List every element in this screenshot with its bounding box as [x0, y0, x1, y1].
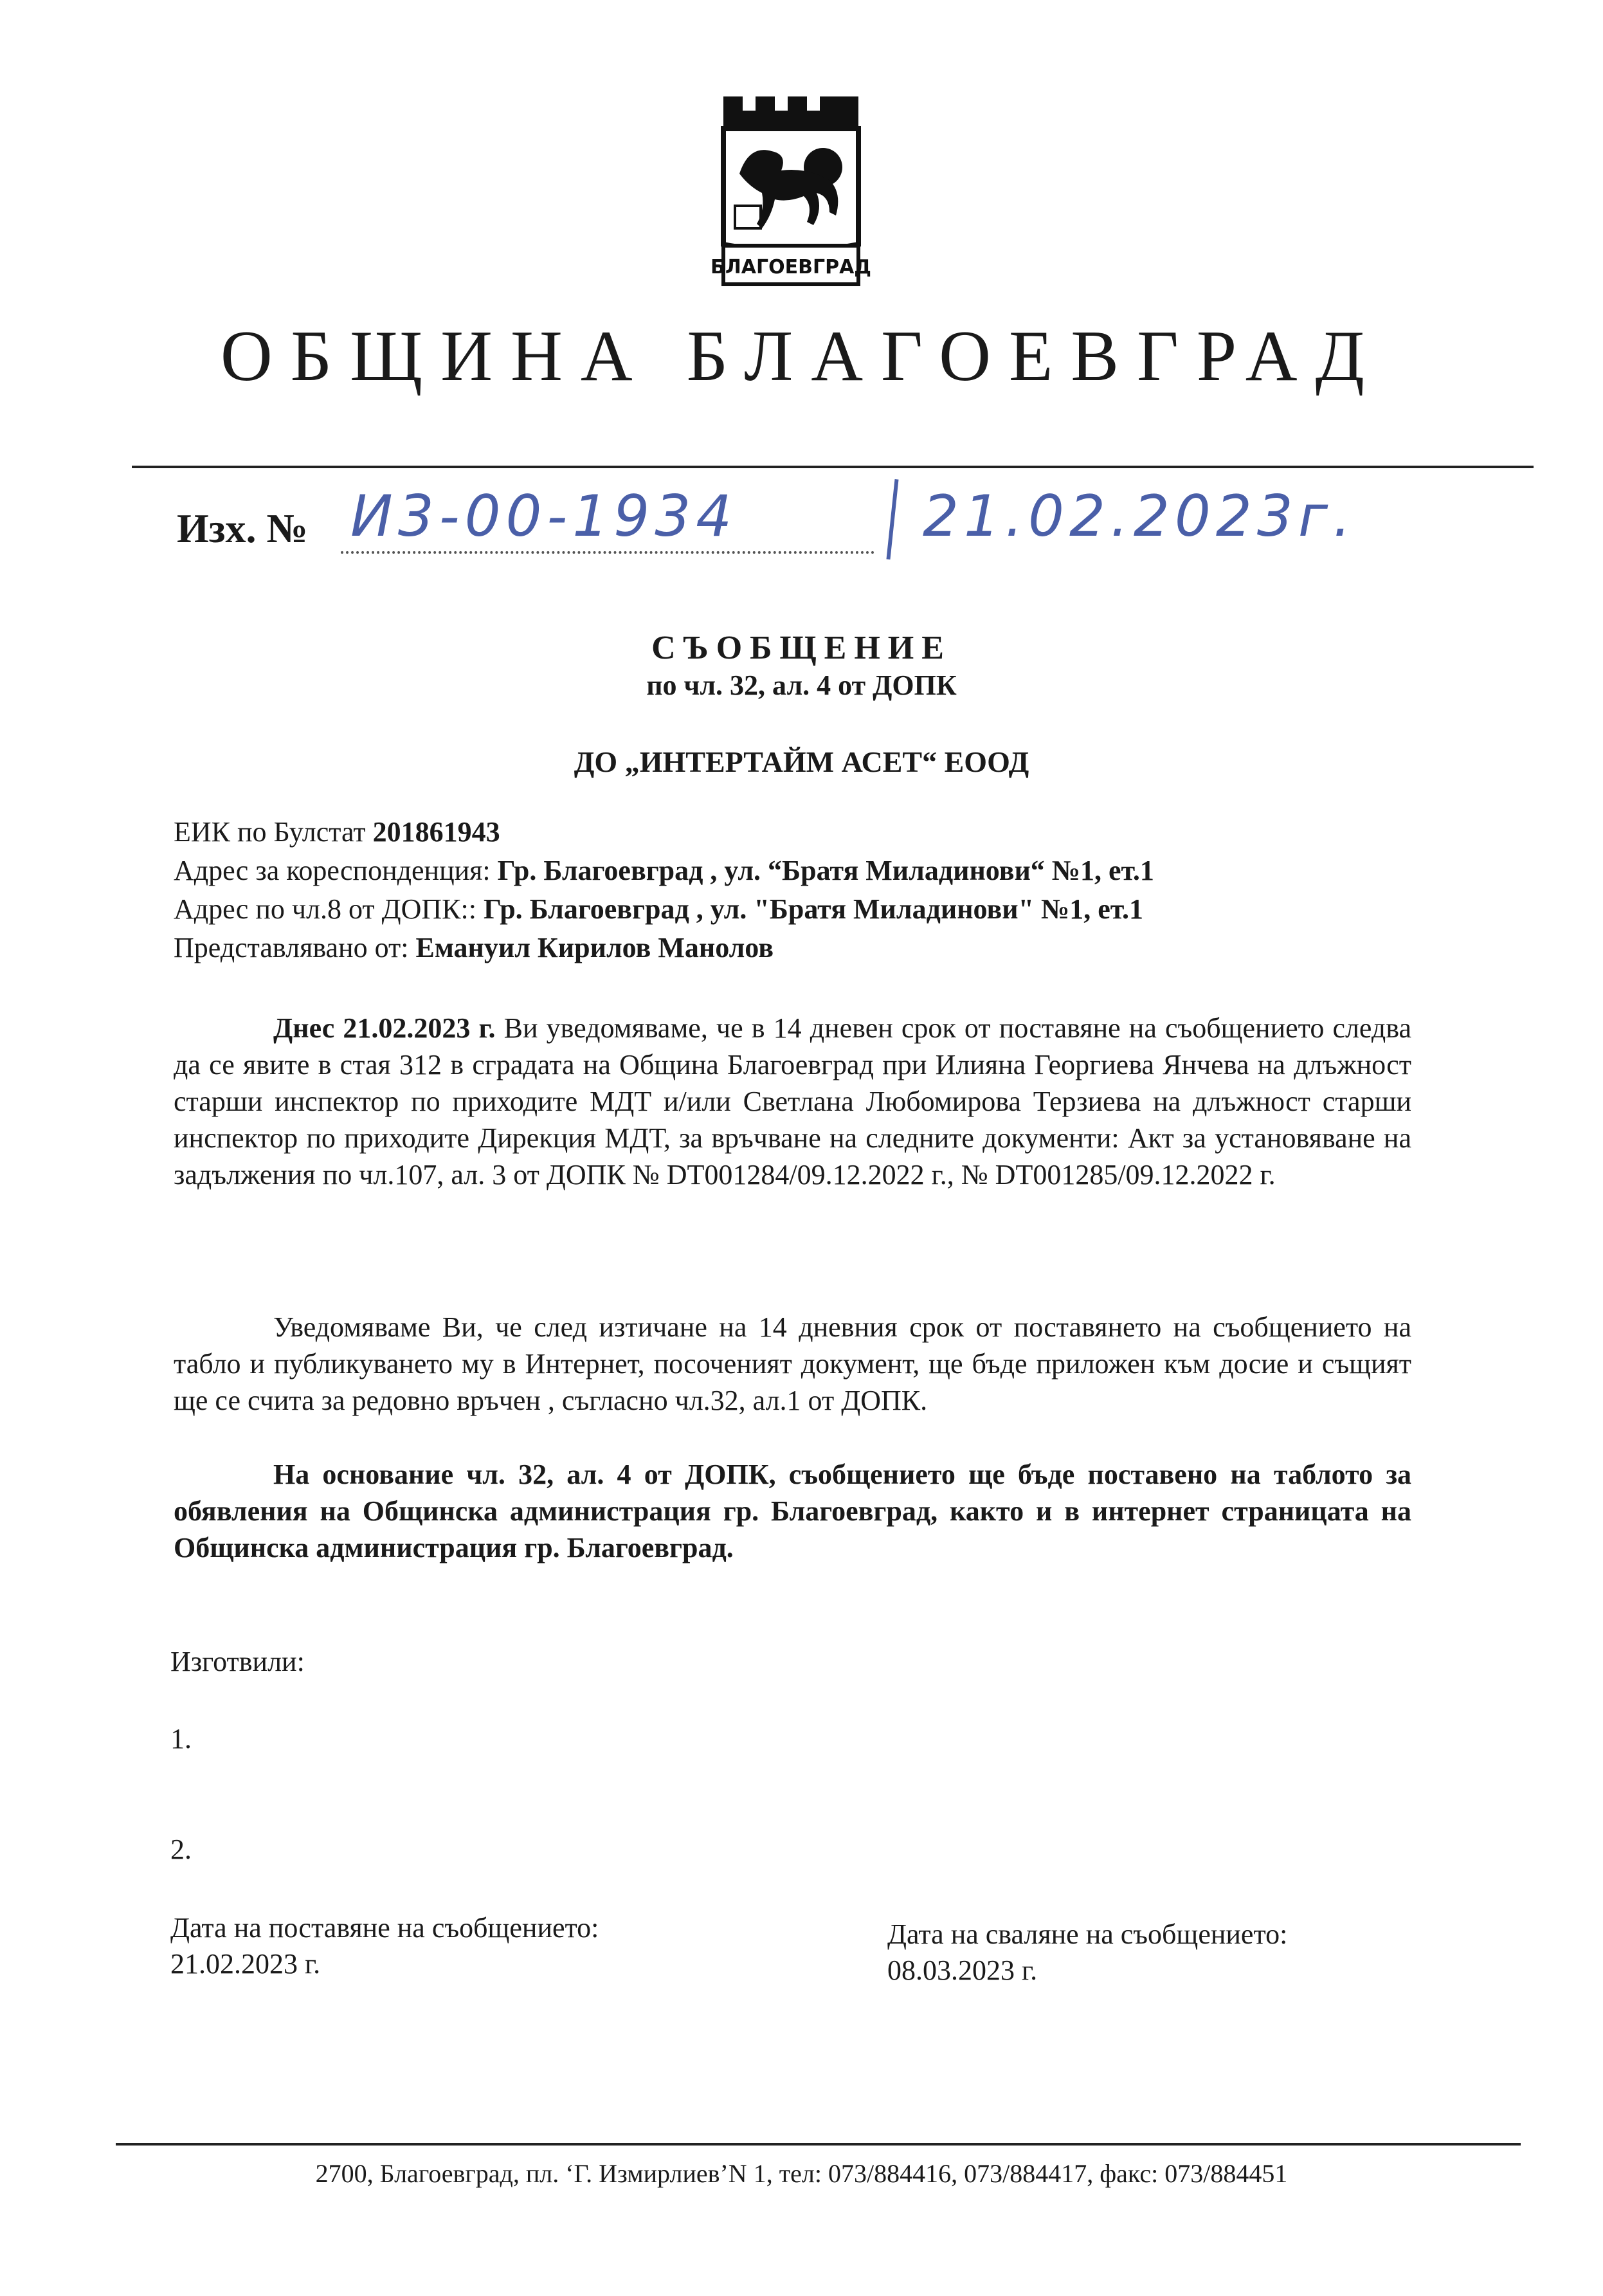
reference-date: 21.02.2023г.: [923, 483, 1357, 549]
outgoing-reference: [177, 479, 1357, 576]
dopk-address-label: Адрес по чл.8 от ДОПК::: [174, 893, 476, 925]
footer-divider: [116, 2143, 1521, 2146]
body-paragraph-deadline: Уведомяваме Ви, че след изтичане на 14 дневния срок от поставянето на съобщението на табло и публикуването му в Интернет, посоченият документ, ще бъде приложен към досие и същият ще се счита за редовно връчен , съгласно чл.32, ал.1 от ДОПК.: [174, 1311, 1411, 1416]
body-paragraph-publication: На основание чл. 32, ал. 4 от ДОПК, съобщението ще бъде поставено на таблото за обявления на Общинска администрация гр. Благоевград, както и в интернет страницата на Общинска администрация гр. Благоевград.: [174, 1459, 1411, 1563]
eik-label: ЕИК по Булстат: [174, 816, 366, 848]
reference-dotted-line: [341, 551, 874, 554]
removed-date-label: Дата на сваляне на съобщението:: [887, 1918, 1288, 1950]
representative-label: Представлявано от:: [174, 932, 409, 963]
removed-date-block: [887, 1917, 1287, 1989]
reference-number: И3-00-1934: [350, 483, 738, 549]
info-eik: [174, 815, 500, 848]
correspondence-value: Гр. Благоевград , ул. “Братя Миладинови“ №1, ет.1: [497, 855, 1154, 886]
posted-date-block: [170, 1910, 599, 1982]
coat-of-arms-icon: [711, 96, 871, 289]
paragraph-lead-date: Днес 21.02.2023 г.: [273, 1012, 496, 1044]
footer-contact: 2700, Благоевград, пл. ‘Г. Измирлиев’N 1, тел: 073/884416, 073/884417, факс: 073/884451: [315, 2159, 1288, 2188]
info-representative: [174, 931, 774, 964]
posted-date-label: Дата на поставяне на съобщението:: [170, 1912, 599, 1944]
header-divider: [132, 466, 1534, 468]
info-dopk-address: [174, 893, 1143, 925]
paragraph-summons-text: Ви уведомяваме, че в 14 дневен срок от поставяне на съобщението следва да се явите в стая 312 в сградата на Община Благоевград при Илияна Георгиева Янчева на длъжност старши инспектор по приходите МДТ и/или Светлана Любомирова Терзиева на длъжност старши инспектор по приходите Дирекция МДТ, за връчване на следните документи: Акт за установяване на задължения по чл.107, ал. 3 от ДОПК № DT001284/09.12.2022 г., № DT001285/09.12.2022 г.: [174, 1012, 1411, 1190]
prepared-by-label: Изготвили:: [170, 1646, 305, 1677]
notice-title: СЪОБЩЕНИЕ: [651, 630, 952, 666]
crest-caption: БЛАГОЕВГРАД: [711, 256, 871, 278]
posted-date-value: 21.02.2023 г.: [170, 1948, 321, 1980]
notice-subtitle: по чл. 32, ал. 4 от ДОПК: [646, 670, 957, 701]
dopk-address-value: Гр. Благоевград , ул. "Братя Миладинови" №1, ет.1: [483, 893, 1144, 925]
correspondence-label: Адрес за кореспонденция:: [174, 855, 491, 886]
signature-line-1: 1.: [170, 1723, 192, 1754]
signature-line-2: 2.: [170, 1834, 192, 1865]
reference-separator-stroke: [886, 479, 898, 560]
info-correspondence-address: [174, 854, 1154, 887]
body-paragraph-summons: [174, 1010, 1411, 1193]
representative-value: Емануил Кирилов Манолов: [415, 932, 774, 963]
organization-title: ОБЩИНА БЛАГОЕВГРАД: [220, 316, 1383, 396]
eik-value: 201861943: [372, 816, 500, 848]
addressee: ДО „ИНТЕРТАЙМ АСЕТ“ ЕООД: [574, 745, 1029, 778]
reference-label: Изх. №: [177, 506, 308, 551]
removed-date-value: 08.03.2023 г.: [887, 1954, 1038, 1986]
